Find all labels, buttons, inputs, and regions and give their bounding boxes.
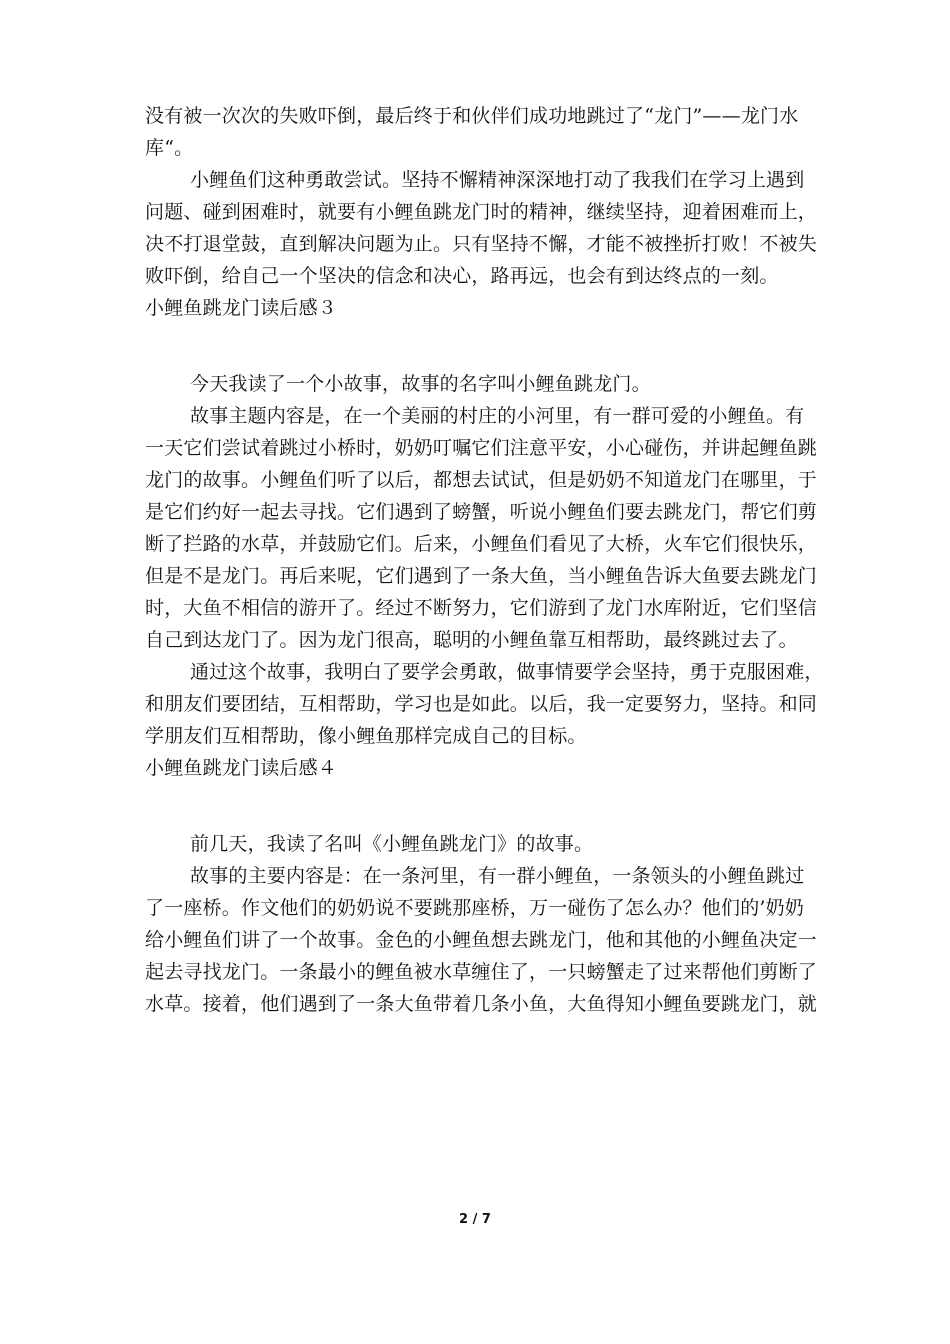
text-line: 学朋友们互相帮助，像小鲤鱼那样完成自己的目标。 bbox=[145, 725, 587, 747]
text-line: 故事的主要内容是：在一条河里，有一群小鲤鱼，一条领头的小鲤鱼跳过 bbox=[190, 865, 805, 887]
paragraph bbox=[145, 400, 818, 656]
text-line: 前几天，我读了名叫《小鲤鱼跳龙门》的故事。 bbox=[190, 833, 594, 855]
text-line: 断了拦路的水草，并鼓励它们。后来，小鲤鱼们看见了大桥，火车它们很快乐， bbox=[145, 533, 818, 555]
paragraph bbox=[145, 164, 818, 292]
text-line: 败吓倒，给自己一个坚决的信念和决心，路再远，也会有到达终点的一刻。 bbox=[145, 265, 779, 287]
text-line: 问题、碰到困难时，就要有小鲤鱼跳龙门时的精神，继续坚持，迎着困难而上， bbox=[145, 201, 818, 223]
text-line: 小鲤鱼们这种勇敢尝试。坚持不懈精神深深地打动了我我们在学习上遇到 bbox=[190, 169, 805, 191]
text-line: 但是不是龙门。再后来呢，它们遇到了一条大鱼，当小鲤鱼告诉大鱼要去跳龙门 bbox=[145, 565, 818, 587]
text-line: 龙门的故事。小鲤鱼们听了以后，都想去试试，但是奶奶不知道龙门在哪里，于 bbox=[145, 469, 818, 491]
text-line: 没有被一次次的失败吓倒，最后终于和伙伴们成功地跳过了“龙门”——龙门水 bbox=[145, 105, 799, 127]
page-indicator: 2 / 7 bbox=[459, 1212, 491, 1227]
text-line: 故事主题内容是，在一个美丽的村庄的小河里，有一群可爱的小鲤鱼。有 bbox=[190, 405, 805, 427]
text-line: 了一座桥。作文他们的奶奶说不要跳那座桥，万一碰伤了怎么办？他们的’奶奶 bbox=[145, 897, 805, 919]
text-line: 一天它们尝试着跳过小桥时，奶奶叮嘱它们注意平安，小心碰伤，并讲起鲤鱼跳 bbox=[145, 437, 818, 459]
section-spacer bbox=[145, 784, 815, 828]
text-line: 给小鲤鱼们讲了一个故事。金色的小鲤鱼想去跳龙门，他和其他的小鲤鱼决定一 bbox=[145, 929, 818, 951]
paragraph bbox=[145, 828, 815, 860]
paragraph bbox=[145, 368, 815, 400]
section-spacer bbox=[145, 324, 815, 368]
text-line: 水草。接着，他们遇到了一条大鱼带着几条小鱼，大鱼得知小鲤鱼要跳龙门，就 bbox=[145, 993, 818, 1015]
text-line: 起去寻找龙门。一条最小的鲤鱼被水草缠住了，一只螃蟹走了过来帮他们剪断了 bbox=[145, 961, 818, 983]
paragraph bbox=[145, 860, 818, 1020]
text-line: 决不打退堂鼓，直到解决问题为止。只有坚持不懈，才能不被挫折打败！不被失 bbox=[145, 233, 818, 255]
text-line: 是它们约好一起去寻找。它们遇到了螃蟹，听说小鲤鱼们要去跳龙门，帮它们剪 bbox=[145, 501, 818, 523]
text-line: 库“。 bbox=[145, 137, 194, 159]
text-line: 今天我读了一个小故事，故事的名字叫小鲤鱼跳龙门。 bbox=[190, 373, 651, 395]
text-line: 时，大鱼不相信的游开了。经过不断努力，它们游到了龙门水库附近，它们坚信 bbox=[145, 597, 818, 619]
text-line: 和朋友们要团结，互相帮助，学习也是如此。以后，我一定要努力，坚持。和同 bbox=[145, 693, 818, 715]
paragraph-continued bbox=[145, 100, 815, 164]
text-line: 通过这个故事，我明白了要学会勇敢，做事情要学会坚持，勇于克服困难， bbox=[190, 661, 824, 683]
paragraph bbox=[145, 656, 824, 752]
document-page bbox=[145, 100, 824, 1020]
section-title: 小鲤鱼跳龙门读后感３ bbox=[145, 297, 338, 319]
section-title: 小鲤鱼跳龙门读后感４ bbox=[145, 757, 338, 779]
text-line: 自己到达龙门了。因为龙门很高，聪明的小鲤鱼靠互相帮助，最终跳过去了。 bbox=[145, 629, 798, 651]
